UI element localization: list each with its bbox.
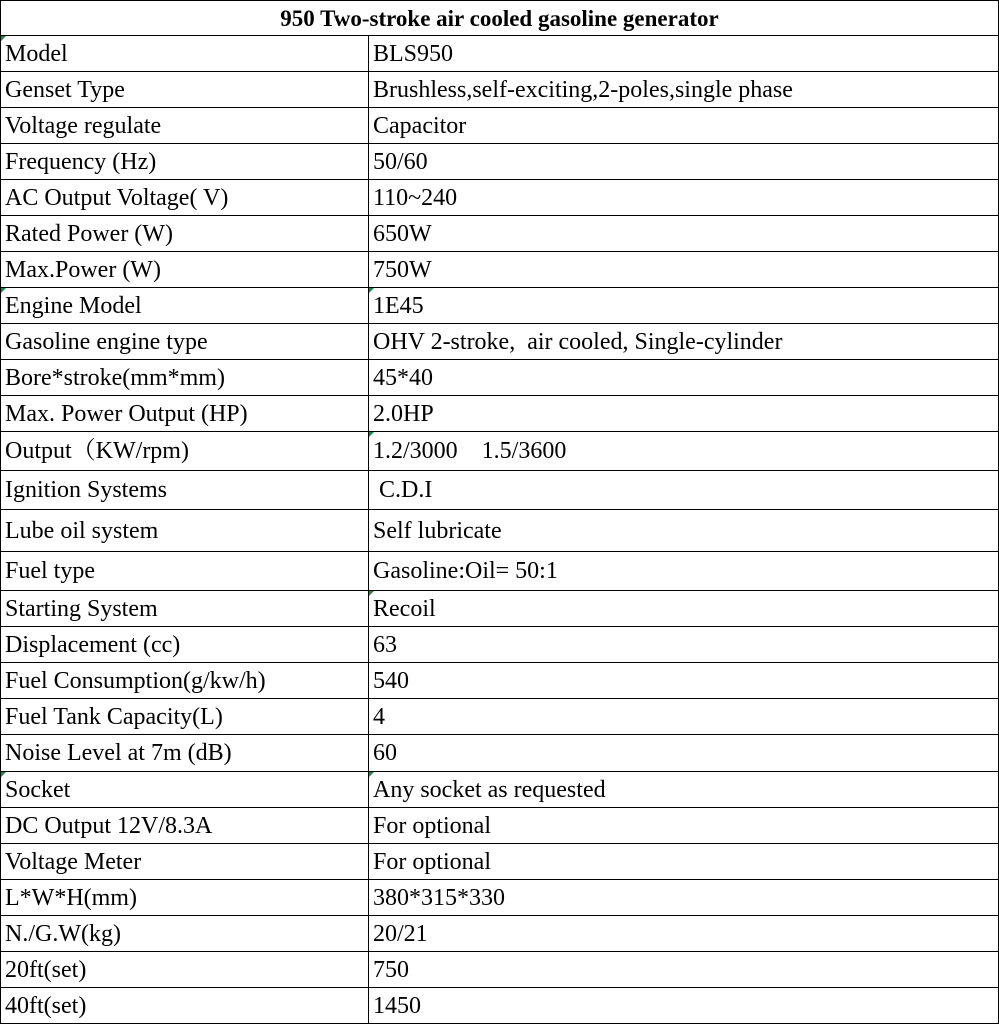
row-value: 750 — [369, 952, 999, 988]
table-row — [1, 324, 999, 360]
row-label: L*W*H(mm) — [1, 880, 369, 916]
table-row — [1, 108, 999, 144]
table-row — [1, 471, 999, 510]
row-value: C.D.I — [369, 471, 999, 510]
row-label: Genset Type — [1, 72, 369, 108]
row-label: Socket — [1, 772, 369, 808]
row-value: 4 — [369, 699, 999, 735]
row-label: Fuel Consumption(g/kw/h) — [1, 663, 369, 699]
row-value: Brushless,self-exciting,2-poles,single phase — [369, 72, 999, 108]
row-value: For optional — [369, 808, 999, 844]
table-row — [1, 396, 999, 432]
row-value: 650W — [369, 216, 999, 252]
row-value: 45*40 — [369, 360, 999, 396]
row-label: Engine Model — [1, 288, 369, 324]
table-row — [1, 144, 999, 180]
row-label: Lube oil system — [1, 510, 369, 552]
row-label: Noise Level at 7m (dB) — [1, 735, 369, 772]
table-row — [1, 216, 999, 252]
row-value: OHV 2-stroke, air cooled, Single-cylinder — [369, 324, 999, 360]
table-title: 950 Two-stroke air cooled gasoline generator — [1, 1, 999, 36]
row-label: Frequency (Hz) — [1, 144, 369, 180]
row-label: Voltage Meter — [1, 844, 369, 880]
table-row — [1, 591, 999, 627]
row-value: BLS950 — [369, 36, 999, 72]
row-label: 20ft(set) — [1, 952, 369, 988]
table-row — [1, 952, 999, 988]
row-label: Fuel type — [1, 552, 369, 591]
table-row — [1, 735, 999, 772]
row-label: Starting System — [1, 591, 369, 627]
table-row — [1, 699, 999, 735]
row-label: Output（KW/rpm) — [1, 432, 369, 471]
table-row — [1, 844, 999, 880]
table-row — [1, 72, 999, 108]
row-label: N./G.W(kg) — [1, 916, 369, 952]
table-row — [1, 36, 999, 72]
row-label: Fuel Tank Capacity(L) — [1, 699, 369, 735]
table-row — [1, 288, 999, 324]
row-label: DC Output 12V/8.3A — [1, 808, 369, 844]
row-value: Capacitor — [369, 108, 999, 144]
table-row — [1, 627, 999, 663]
row-label: Displacement (cc) — [1, 627, 369, 663]
row-label: Voltage regulate — [1, 108, 369, 144]
row-value: 60 — [369, 735, 999, 772]
row-label: 40ft(set) — [1, 988, 369, 1024]
row-value: 1E45 — [369, 288, 999, 324]
row-value: For optional — [369, 844, 999, 880]
row-value: 1450 — [369, 988, 999, 1024]
row-value: 63 — [369, 627, 999, 663]
row-value: 20/21 — [369, 916, 999, 952]
table-row — [1, 510, 999, 552]
row-value: 380*315*330 — [369, 880, 999, 916]
table-row — [1, 916, 999, 952]
row-label: Max.Power (W) — [1, 252, 369, 288]
row-value: Recoil — [369, 591, 999, 627]
row-value: Any socket as requested — [369, 772, 999, 808]
row-value: Self lubricate — [369, 510, 999, 552]
table-row — [1, 988, 999, 1024]
row-value: 750W — [369, 252, 999, 288]
table-row — [1, 252, 999, 288]
row-label: Gasoline engine type — [1, 324, 369, 360]
row-label: Rated Power (W) — [1, 216, 369, 252]
table-row — [1, 360, 999, 396]
row-label: Ignition Systems — [1, 471, 369, 510]
row-label: Max. Power Output (HP) — [1, 396, 369, 432]
row-value: Gasoline:Oil= 50:1 — [369, 552, 999, 591]
table-row — [1, 180, 999, 216]
row-value: 1.2/3000 1.5/3600 — [369, 432, 999, 471]
row-label: Bore*stroke(mm*mm) — [1, 360, 369, 396]
table-row — [1, 432, 999, 471]
row-value: 110~240 — [369, 180, 999, 216]
table-row — [1, 880, 999, 916]
row-label: AC Output Voltage( V) — [1, 180, 369, 216]
table-row — [1, 663, 999, 699]
table-row — [1, 808, 999, 844]
row-label: Model — [1, 36, 369, 72]
row-value: 50/60 — [369, 144, 999, 180]
row-value: 540 — [369, 663, 999, 699]
table-row — [1, 772, 999, 808]
table-row — [1, 552, 999, 591]
row-value: 2.0HP — [369, 396, 999, 432]
